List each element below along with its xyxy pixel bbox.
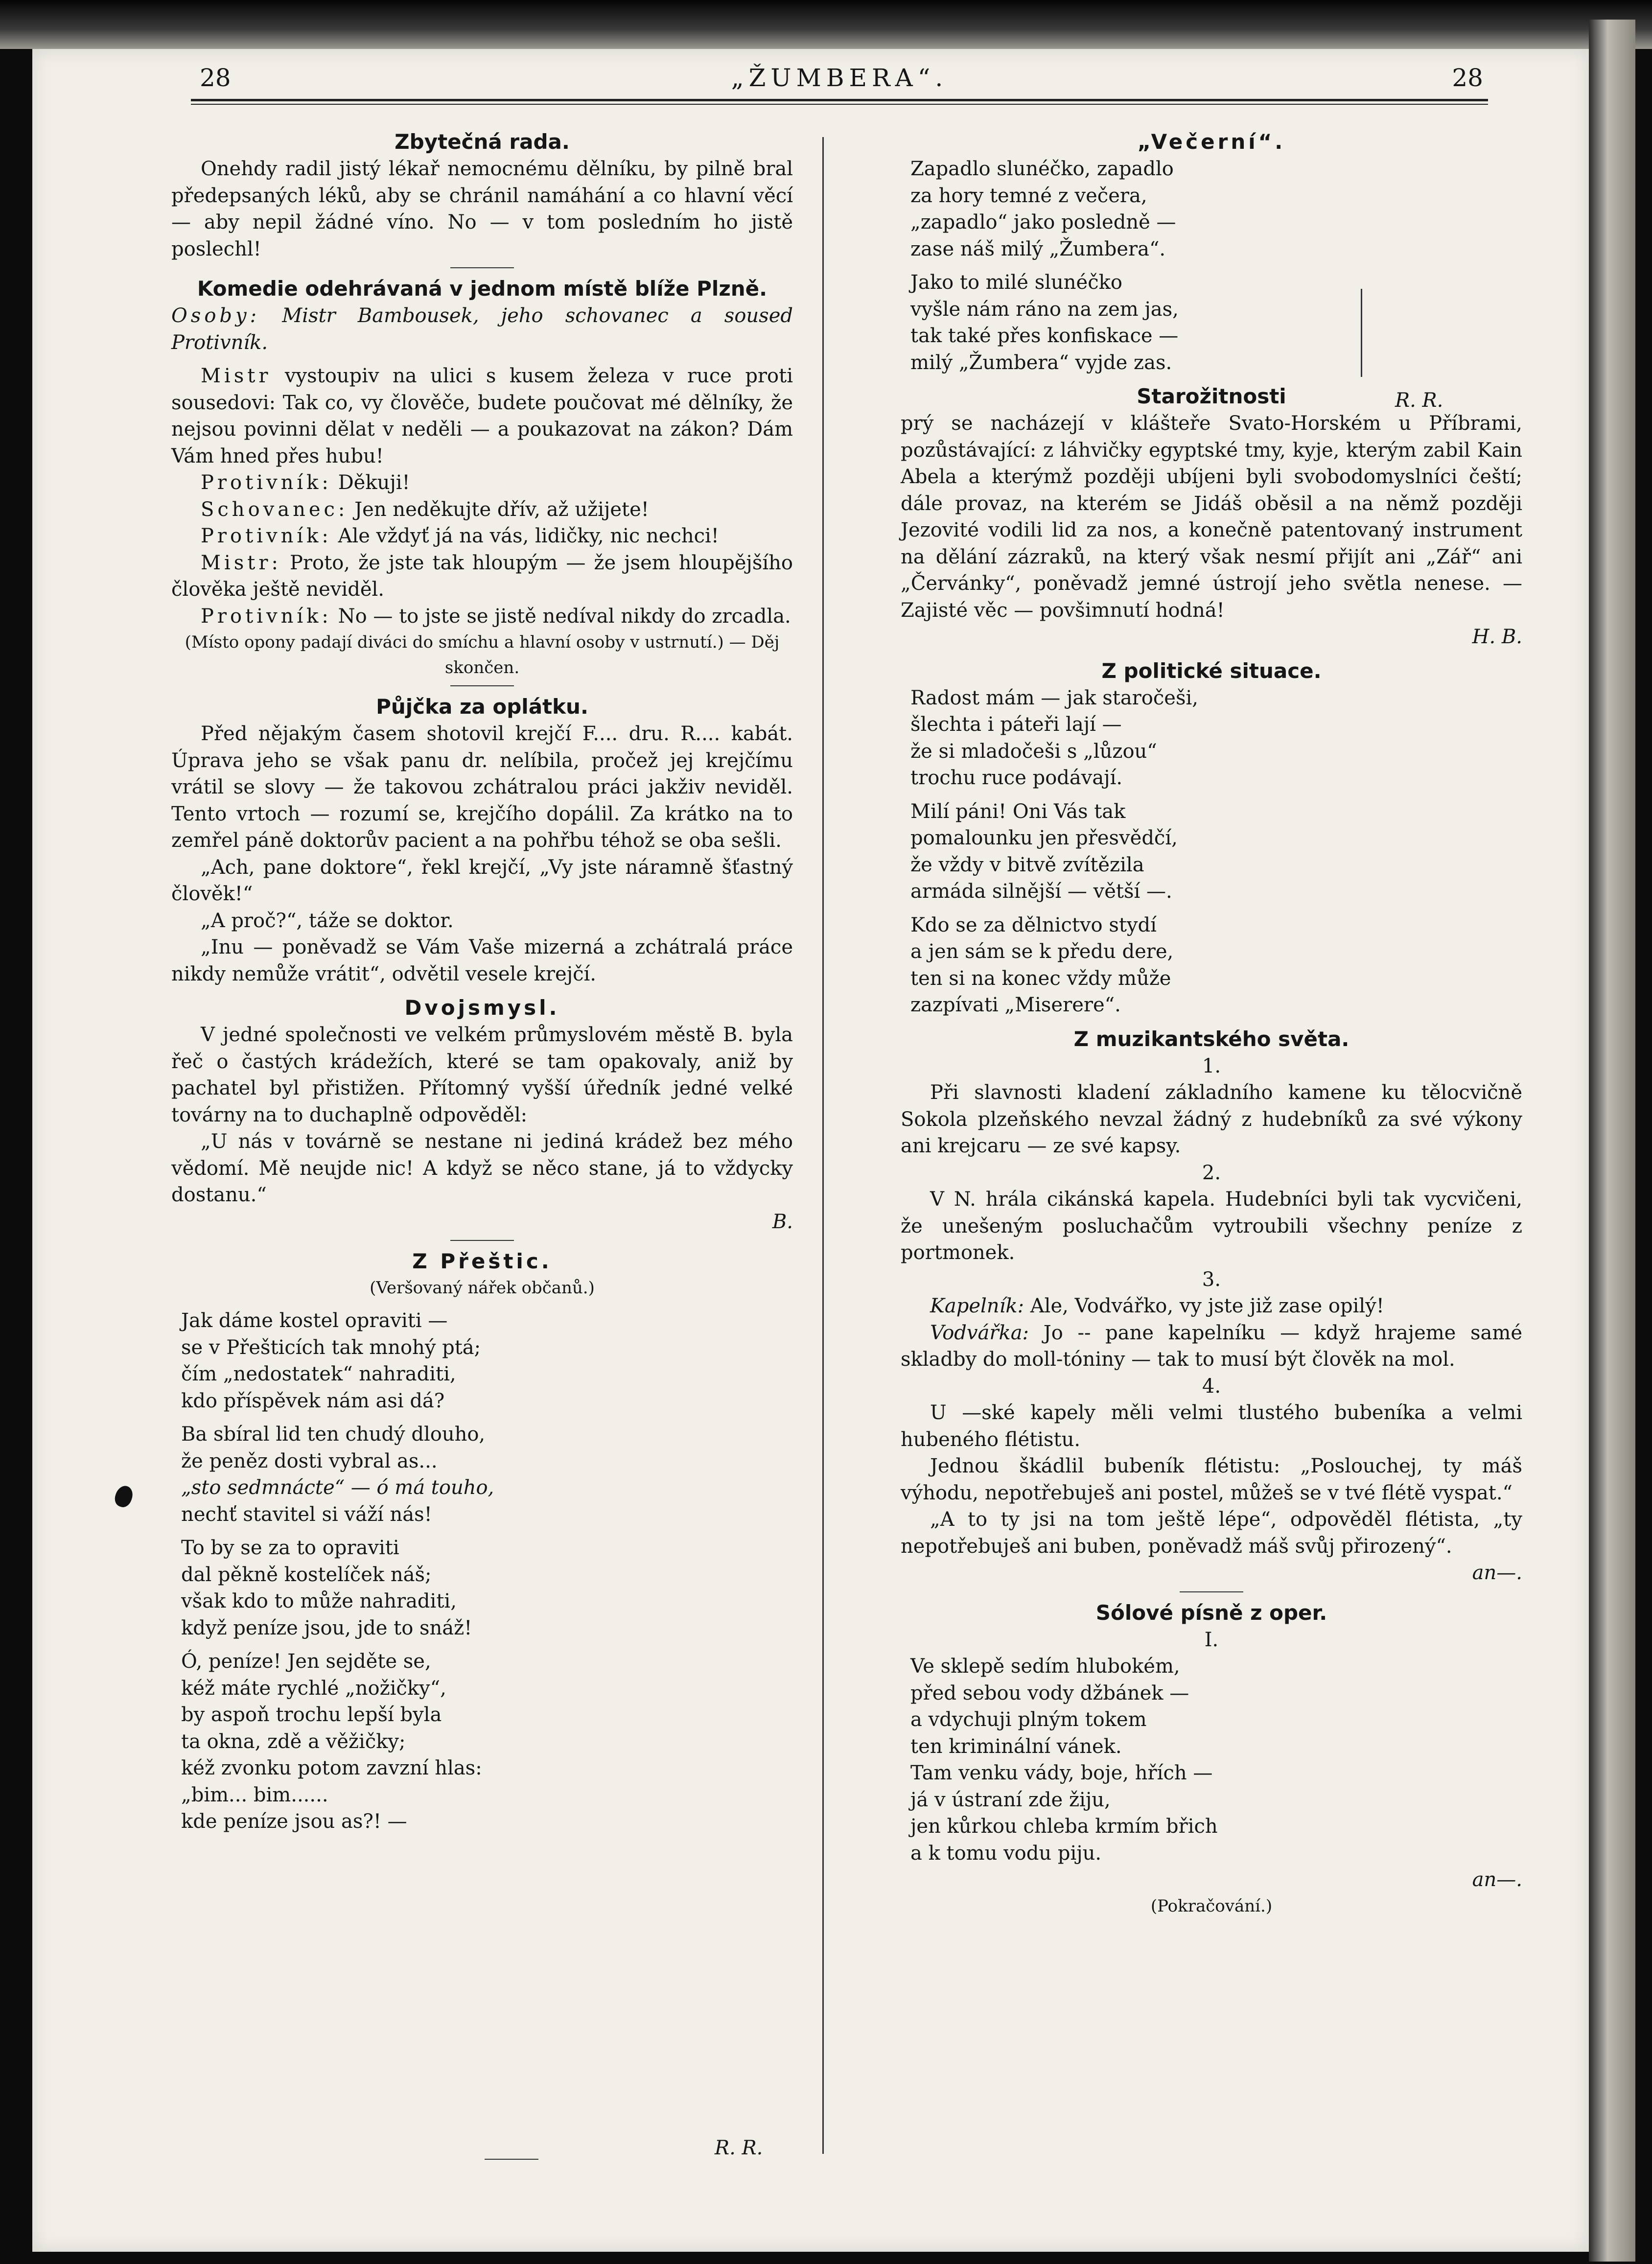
section-divider xyxy=(1180,1591,1243,1592)
spacer xyxy=(171,987,793,994)
item-number: I. xyxy=(1204,1628,1219,1651)
poem-line: čím „nedostatek“ nahraditi, xyxy=(181,1363,456,1385)
article-title-dvojsmysl: Dvojsmysl. xyxy=(404,996,560,1020)
article-text: Jednou škádlil bubeník flétistu: „Poslouchej, ty máš výhodu, nepotřebuješ ani postel, můžeš se v tvé flétě vyspat.“ xyxy=(901,1455,1522,1504)
poem-line: a k tomu vodu piju. xyxy=(910,1842,1102,1865)
dialogue-line xyxy=(171,550,793,603)
poem-line: „bim... bim...... xyxy=(181,1783,328,1806)
masthead-title: „ŽUMBERA“. xyxy=(731,64,948,92)
poem-line: zazpívati „Miserere“. xyxy=(910,994,1121,1016)
end-rule xyxy=(485,2159,538,2160)
article-text: Před nějakým časem shotovil krejčí F.... dru. R.... kabát. Úprava jeho se však panu dr. nelíbila, pročež jej krejčímu vrátil se slovy — že takovou zchátralou práci jakživ neviděl. Tento vrtoch — rozumí se, krejčího dopálil. Za krátko na to zemřel páně doktorův pacient a na pohřbu téhož se oba sešli. xyxy=(171,723,793,852)
poem xyxy=(901,1653,1522,1867)
speaker: Mistr xyxy=(201,365,272,387)
spacer xyxy=(901,376,1522,383)
dialogue-line xyxy=(171,363,793,469)
spacer xyxy=(910,262,1522,269)
poem-line: armáda silnější — větší —. xyxy=(910,880,1172,903)
spacer xyxy=(181,1528,793,1535)
article-title-komedie: Komedie odehrávaná v jednom místě blíže Plzně. xyxy=(197,277,768,301)
article-text: V jedné společnosti ve velkém průmyslovém městě B. byla řeč o častých krádežích, které se tam opakovaly, aniž by pachatel byl přistižen. Přítomný vyšší úředník jedné velké továrny na to duchaplně odpověděl: xyxy=(171,1024,793,1126)
header-rule xyxy=(191,99,1488,101)
poem-line: zase náš milý „Žumbera“. xyxy=(910,237,1166,260)
speaker: Kapelník: xyxy=(930,1295,1024,1317)
article-title-prestice: Z Přeštic. xyxy=(412,1249,552,1273)
poem-line: ten kriminální vánek. xyxy=(910,1735,1122,1758)
article-title-starozitnosti: Starožitnosti xyxy=(1137,384,1286,408)
speaker: Protivník: xyxy=(201,525,332,547)
spacer xyxy=(181,1414,793,1421)
page-number-right: 28 xyxy=(1452,64,1483,92)
poem-line: dal pěkně kostelíček náš; xyxy=(181,1563,432,1586)
article-title-vecerni: „Večerní“. xyxy=(1137,130,1286,154)
article-signature: H. B. xyxy=(1472,626,1522,648)
article-text: U —ské kapely měli velmi tlustého bubeníka a velmi hubeného flétistu. xyxy=(901,1401,1522,1451)
dialogue-line xyxy=(171,523,793,550)
continuation-note: (Pokračování.) xyxy=(1150,1896,1273,1916)
poem-line: šlechta i páteři lají — xyxy=(910,713,1122,736)
scan-right-edge xyxy=(1589,20,1635,2262)
article-text: „Ach, pane doktore“, řekl krejčí, „Vy jste náramně šťastný člověk!“ xyxy=(171,856,793,905)
poem-line: jen kůrkou chleba krmím břich xyxy=(910,1815,1218,1838)
article-text: „A to ty jsi na tom ještě lépe“, odpověděl flétista, „ty nepotřebuješ ani buben, poněvadž máš svůj přirozený“. xyxy=(901,1508,1522,1558)
dialogue-line xyxy=(901,1293,1522,1320)
dialogue-line xyxy=(171,469,793,496)
article-text: prý se nacházejí v klášteře Svato-Horském u Příbrami, pozůstávající: z láhvičky egyptské tmy, kyje, kterým zabil Kain Abela a kterýmž později ubíjeni byli svobodomyslníci čeští; dále provaz, na kterém se Jidáš oběsil a na němž později Jezovité vodili lid za nos, a konečně patentovaný instrument na dělání zázraků, na který však nesmí přijít ani „Zář“ ani „Červánky“, poněvadž jemné ústrojí jeho světla nenese. — Zajisté věc — povšimnutí hodná! xyxy=(901,412,1522,622)
dialogue-line xyxy=(171,603,793,630)
poem-line: a jen sám se k předu dere, xyxy=(910,940,1174,963)
article-signature: an—. xyxy=(1472,1562,1522,1584)
poem-line: by aspoň trochu lepší byla xyxy=(181,1704,442,1726)
poem-line: kéž máte rychlé „nožičky“, xyxy=(181,1677,446,1700)
speaker: Protivník: xyxy=(201,471,332,494)
poem-line: Jak dáme kostel opraviti — xyxy=(181,1309,448,1332)
poem-line: To by se za to opraviti xyxy=(181,1537,399,1559)
poem-line: trochu ruce podávají. xyxy=(910,767,1123,789)
poem-line: Zapadlo slunéčko, zapadlo xyxy=(910,158,1174,180)
item-number: 2. xyxy=(1202,1161,1221,1184)
poem-line: Tam venku vády, boje, hřích — xyxy=(910,1762,1213,1784)
poem-line: však kdo to může nahraditi, xyxy=(181,1590,457,1612)
spacer xyxy=(171,1301,793,1307)
speaker: Protivník: xyxy=(201,605,332,628)
section-divider xyxy=(450,685,514,686)
poem xyxy=(901,156,1522,376)
poem-line: tak také přes konfiskace — xyxy=(910,325,1179,347)
spacer xyxy=(171,356,793,363)
spacer xyxy=(901,1019,1522,1026)
line-text: No — to jste se jistě nedíval nikdy do zrcadla. xyxy=(338,605,791,628)
poem-signature: R. R. xyxy=(715,2137,763,2159)
poem-line: když peníze jsou, jde to snáž! xyxy=(181,1616,472,1639)
line-text: Jen neděkujte dřív, až užijete! xyxy=(354,498,649,521)
poem-line: Radost mám — jak staročeši, xyxy=(910,686,1198,709)
item-number: 4. xyxy=(1202,1375,1221,1398)
article-subtitle: (Veršovaný nářek občanů.) xyxy=(370,1278,595,1298)
poem-line: kéž zvonku potom zavzní hlas: xyxy=(181,1757,482,1779)
spacer xyxy=(910,905,1522,912)
article-text: „Inu — poněvadž se Vám Vaše mizerná a zchátralá práce nikdy nemůže vrátit“, odvětil vesele krejčí. xyxy=(171,936,793,985)
spacer xyxy=(901,651,1522,657)
poem-line: že peněz dosti vybral as... xyxy=(181,1449,438,1472)
header-rule-thin xyxy=(191,104,1488,105)
poem-line: já v ústraní zde žiju, xyxy=(910,1788,1111,1811)
spacer xyxy=(181,1641,793,1648)
poem-line: se v Přešticích tak mnohý ptá; xyxy=(181,1336,481,1359)
speaker: Vodvářka: xyxy=(930,1321,1029,1344)
scan-top-edge xyxy=(0,0,1652,49)
poem-line: Ve sklepě sedím hlubokém, xyxy=(910,1655,1180,1678)
item-number: 3. xyxy=(1202,1268,1221,1291)
dialogue-line xyxy=(901,1320,1522,1373)
poem-line: milý „Žumbera“ vyjde zas. xyxy=(910,351,1172,374)
cast-text: Mistr Bambousek, jeho schovanec a soused Protivník. xyxy=(171,304,793,354)
speaker: Mistr: xyxy=(201,551,281,574)
poem-line: Ó, peníze! Jen sejděte se, xyxy=(181,1650,431,1673)
poem-line: a vdychuji plným tokem xyxy=(910,1708,1147,1731)
page-number-left: 28 xyxy=(200,64,231,92)
poem-line: Ba sbíral lid ten chudý dlouho, xyxy=(181,1423,486,1446)
poem-line: ta okna, zdě a věžičky; xyxy=(181,1730,406,1753)
article-title-solove: Sólové písně z oper. xyxy=(1095,1600,1327,1625)
article-text: V N. hrála cikánská kapela. Hudebníci byli tak vycvičeni, že unešeným posluchačům vytroubili všechny peníze z portmonek. xyxy=(901,1188,1522,1264)
article-title-zbytecna: Zbytečná rada. xyxy=(395,130,570,154)
stage-direction: (Místo opony padají diváci do smíchu a hlavní osoby v ustrnutí.) — Děj skončen. xyxy=(185,632,780,677)
poem-line: že si mladočeši s „lůzou“ xyxy=(910,740,1157,763)
poem-line: ten si na konec vždy může xyxy=(910,967,1171,990)
left-column xyxy=(171,128,793,1835)
poem-line: před sebou vody džbánek — xyxy=(910,1681,1189,1704)
article-signature: an—. xyxy=(1472,1868,1522,1891)
item-number: 1. xyxy=(1202,1054,1221,1077)
poem-line: nechť stavitel si váží nás! xyxy=(181,1503,432,1526)
article-text: „A proč?“, táže se doktor. xyxy=(201,909,454,932)
line-text: Ale, Vodvářko, vy jste již zase opilý! xyxy=(1030,1295,1384,1317)
article-title-muzikantske: Z muzikantského světa. xyxy=(1073,1027,1350,1051)
section-divider xyxy=(450,1240,514,1241)
poem-line: za hory temné z večera, xyxy=(910,184,1147,207)
line-text: vystoupiv na ulici s kusem železa v ruce proti sousedovi: Tak co, vy člověče, budete poučovat mé dělníky, že nejsou povinni dělat v neděli — a poukazovat na zákon? Dám Vám hned přes hubu! xyxy=(171,365,793,467)
page-header xyxy=(191,64,1488,98)
poem-line: vyšle nám ráno na zem jas, xyxy=(910,298,1179,321)
article-title-pujcka: Půjčka za oplátku. xyxy=(376,695,588,719)
poem-line: kdo příspěvek nám asi dá? xyxy=(181,1389,445,1412)
article-signature: B. xyxy=(772,1210,793,1233)
spacer xyxy=(910,792,1522,798)
poem-line: že vždy v bitvě zvítězila xyxy=(910,853,1144,876)
article-text: Při slavnosti kladení základního kamene ku tělocvičně Sokola plzeňského nevzal žádný z hudebníků za své výkony ani krejcaru — ze své kapsy. xyxy=(901,1081,1522,1157)
poem-line: Jako to milé slunéčko xyxy=(910,271,1122,294)
article-title-politicke: Z politické situace. xyxy=(1101,658,1322,683)
column-divider xyxy=(822,137,824,2154)
poem-line: „sto sedmnácte“ — ó má touho, xyxy=(181,1476,494,1499)
article-text: Onehdy radil jistý lékař nemocnému dělníku, by pilně bral předepsaných léků, aby se chránil namáhání a co hlavní věcí — aby nepil žádné víno. No — v tom posledním ho jistě poslechl! xyxy=(171,158,793,260)
poem-line: pomalounku jen přesvědčí, xyxy=(910,827,1178,849)
dialogue-line xyxy=(171,496,793,523)
poem xyxy=(171,1307,793,1835)
section-divider xyxy=(450,267,514,268)
poem-line: „zapadlo“ jako posledně — xyxy=(910,211,1176,233)
cast-label: Osoby: xyxy=(171,304,260,327)
line-text: Děkuji! xyxy=(338,471,410,494)
line-text: Proto, že jste tak hloupým — že jsem hloupějšího člověka ještě neviděl. xyxy=(171,551,793,601)
poem-line: Milí páni! Oni Vás tak xyxy=(910,800,1126,823)
line-text: Jo -- pane kapelníku — když hrajeme samé skladby do moll-tóniny — tak to musí být člověk na mol. xyxy=(901,1321,1522,1371)
poem-line: Kdo se za dělnictvo stydí xyxy=(910,913,1157,936)
poem-line: kde peníze jsou as?! — xyxy=(181,1810,407,1833)
poem xyxy=(901,685,1522,1019)
article-text: „U nás v továrně se nestane ni jediná krádež bez mého vědomí. Mě neujde nic! A když se něco stane, já to vždycky dostanu.“ xyxy=(171,1130,793,1206)
poem-signature: R. R. xyxy=(1395,389,1443,412)
line-text: Ale vždyť já na vás, lidičky, nic nechci! xyxy=(338,525,719,547)
speaker: Schovanec: xyxy=(201,498,349,521)
cast-list xyxy=(171,303,793,356)
